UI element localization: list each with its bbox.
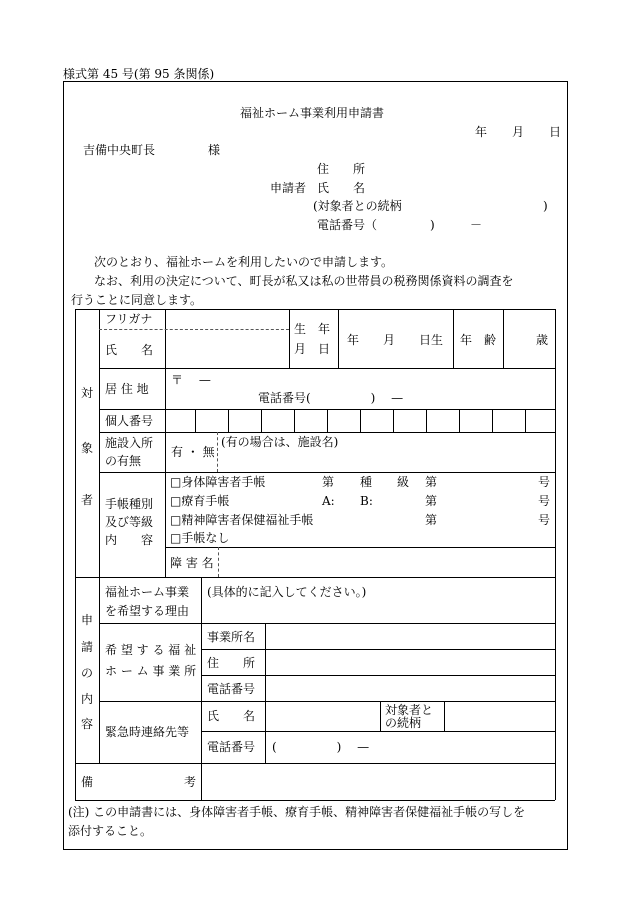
handbook-col-1-2: 種 bbox=[360, 475, 373, 489]
handbook-name-1: □身体障害者手帳 bbox=[170, 475, 266, 489]
subject-group-char-3: 者 bbox=[81, 493, 94, 507]
remarks-label-2: 考 bbox=[184, 775, 197, 789]
emergency-phone-value: ( ) — bbox=[272, 740, 370, 754]
applicant-label: 申請者 bbox=[270, 181, 307, 195]
furigana-label: フリガナ bbox=[105, 312, 153, 326]
page-title: 福祉ホーム事業利用申請書 bbox=[240, 106, 385, 120]
subject-group-char-2: 象 bbox=[81, 441, 94, 455]
application-group-char-4: 内 bbox=[81, 692, 94, 706]
reason-label-1: 福祉ホーム事業 bbox=[105, 585, 190, 599]
application-group-char-2: 請 bbox=[81, 640, 94, 654]
office-phone-label: 電話番号 bbox=[207, 682, 256, 696]
addressee: 吉備中央町長 bbox=[83, 143, 156, 157]
handbook-col-2-5: 号 bbox=[538, 494, 551, 508]
birth-label-1: 生 年 bbox=[294, 322, 331, 336]
applicant-address-label: 住 所 bbox=[317, 162, 366, 176]
residence-phone: 電話番号( ) — bbox=[258, 391, 404, 405]
handbook-col-3-4: 第 bbox=[425, 513, 438, 527]
body-line-2: なお、利用の決定について、町長が私又は私の世帯員の税務関係資料の調査を bbox=[94, 274, 514, 288]
emergency-label: 緊急時連絡先等 bbox=[105, 725, 190, 739]
birth-label-2: 月 日 bbox=[294, 342, 331, 356]
facility-label-1: 施設入所 bbox=[105, 436, 154, 450]
handbook-col-3-5: 号 bbox=[538, 513, 551, 527]
postal-mark: 〒 — bbox=[171, 373, 211, 387]
date-month: 月 bbox=[512, 125, 525, 139]
reason-label-2: を希望する理由 bbox=[105, 604, 190, 618]
applicant-relation-close: ) bbox=[543, 199, 548, 213]
office-name-label: 事業所名 bbox=[207, 630, 256, 644]
handbook-col-1-1: 第 bbox=[322, 475, 335, 489]
disability-label: 障 害 名 bbox=[170, 556, 214, 570]
form-id: 様式第 45 号(第 95 条関係) bbox=[63, 67, 215, 81]
note-line-2: 添付すること。 bbox=[68, 824, 153, 838]
handbook-name-4: □手帳なし bbox=[170, 531, 230, 545]
facility-choice: 有 ・ 無 bbox=[171, 445, 215, 459]
handbook-label-2: 及び等級 bbox=[105, 515, 154, 529]
residence-label: 居 住 地 bbox=[105, 382, 149, 396]
application-group-char-1: 申 bbox=[81, 613, 94, 627]
handbook-col-2-2: B: bbox=[360, 494, 373, 508]
emergency-name-label: 氏 名 bbox=[207, 709, 256, 723]
facility-label-2: の有無 bbox=[105, 454, 142, 468]
honorific: 様 bbox=[208, 143, 221, 157]
subject-name-label: 氏 名 bbox=[105, 343, 154, 357]
applicant-phone-label: 電話番号（ bbox=[317, 218, 378, 232]
office-label-1: 希 望 す る 福 祉 bbox=[105, 643, 197, 657]
handbook-col-2-1: A: bbox=[322, 494, 335, 508]
remarks-label-1: 備 bbox=[81, 775, 94, 789]
handbook-col-1-4: 第 bbox=[425, 475, 438, 489]
applicant-name-label: 氏 名 bbox=[317, 181, 366, 195]
application-group-char-5: 容 bbox=[81, 717, 94, 731]
handbook-label-3: 内 容 bbox=[105, 533, 154, 547]
handbook-col-1-5: 号 bbox=[538, 475, 551, 489]
office-address-label: 住 所 bbox=[207, 656, 256, 670]
body-line-3: 行うことに同意します。 bbox=[71, 293, 203, 307]
applicant-phone-dash: － bbox=[470, 218, 483, 232]
birth-value: 年 月 日生 bbox=[347, 333, 444, 347]
office-label-2: ホ ー ム 事 業 所 bbox=[105, 664, 197, 678]
applicant-phone-close: ) bbox=[430, 218, 435, 232]
subject-group-char-1: 対 bbox=[81, 386, 94, 400]
reason-note: (具体的に記入してください。) bbox=[207, 585, 367, 599]
emergency-phone-label: 電話番号 bbox=[207, 740, 256, 754]
age-unit: 歳 bbox=[536, 333, 549, 347]
body-line-1: 次のとおり、福祉ホームを利用したいので申請します。 bbox=[94, 255, 394, 269]
handbook-col-1-3: 級 bbox=[397, 475, 410, 489]
handbook-name-3: □精神障害者保健福祉手帳 bbox=[170, 513, 314, 527]
emergency-relation-1: 対象者と bbox=[385, 703, 434, 717]
handbook-label-1: 手帳種別 bbox=[105, 497, 154, 511]
applicant-relation-label: (対象者との続柄 bbox=[313, 199, 402, 213]
date-day: 日 bbox=[549, 125, 562, 139]
application-group-char-3: の bbox=[81, 666, 94, 680]
note-line-1: (注) この申請書には、身体障害者手帳、療育手帳、精神障害者保健福祉手帳の写しを bbox=[68, 805, 526, 819]
handbook-name-2: □療育手帳 bbox=[170, 494, 230, 508]
age-label: 年 齢 bbox=[460, 333, 497, 347]
facility-note: (有の場合は、施設名) bbox=[221, 435, 339, 449]
handbook-col-2-4: 第 bbox=[425, 494, 438, 508]
date-year: 年 bbox=[475, 125, 488, 139]
emergency-relation-2: の続柄 bbox=[385, 716, 422, 730]
mynumber-label: 個人番号 bbox=[105, 414, 154, 428]
